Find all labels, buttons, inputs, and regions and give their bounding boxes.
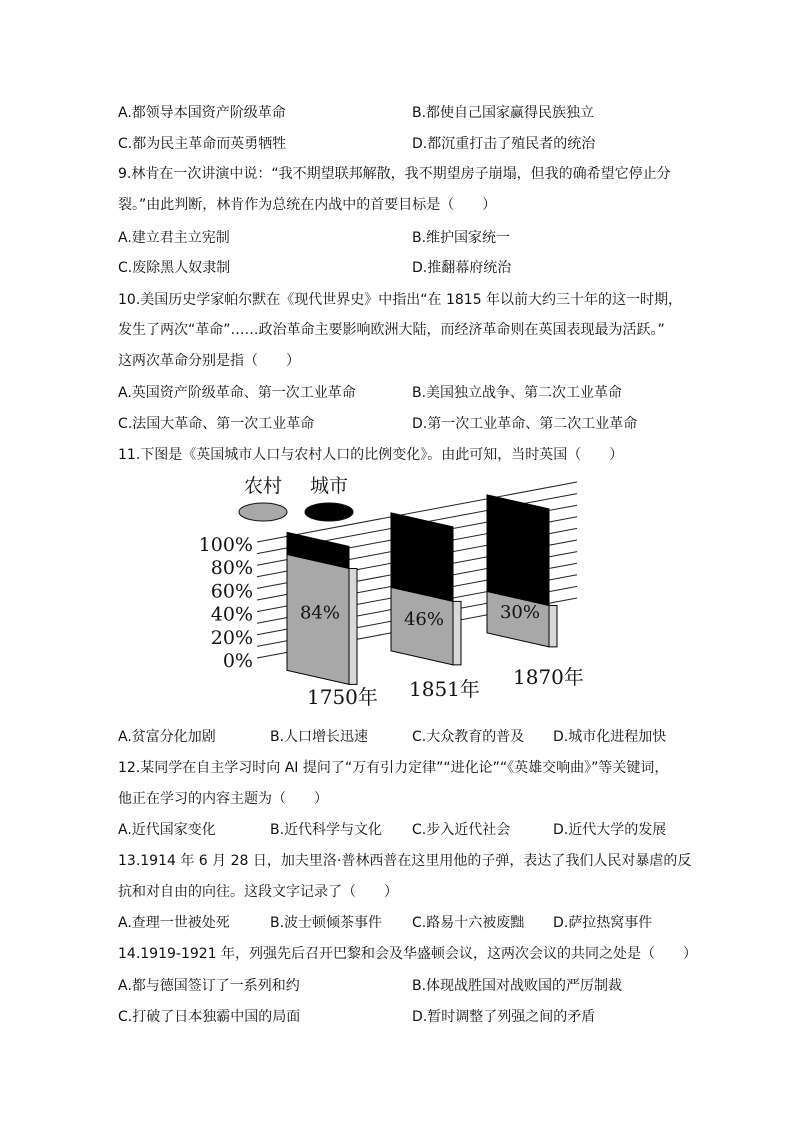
q11-option-d: D.城市化进程加快 xyxy=(553,729,667,745)
q12-stem-line-2: 他正在学习的内容主题为（ ） xyxy=(118,791,328,807)
q13-option-b: B.波士顿倾茶事件 xyxy=(270,915,383,931)
data-label: 46% xyxy=(403,609,445,631)
q9-option-c: C.废除黑人奴隶制 xyxy=(118,260,231,276)
q8-option-c: C.都为民主革命而英勇牺牲 xyxy=(118,136,287,152)
q10-stem-line-1: 10.美国历史学家帕尔默在《现代世界史》中指出“在 1815 年以前大约三十年的这一时期， xyxy=(118,292,683,308)
q14-option-d: D.暂时调整了列强之间的矛盾 xyxy=(412,1009,596,1025)
population-ratio-chart xyxy=(195,470,595,720)
q11-stem: 11.下图是《英国城市人口与农村人口的比例变化》。由此可知，当时英国（ ） xyxy=(118,447,624,463)
q14-stem: 14.1919-1921 年，列强先后召开巴黎和会及华盛顿会议，这两次会议的共同之处是（ ） xyxy=(118,946,698,962)
legend-label: 城市 xyxy=(309,475,349,497)
q11-option-a: A.贫富分化加剧 xyxy=(118,729,216,745)
chart-y-axis xyxy=(199,534,253,672)
q9-stem-line-1: 9.林肯在一次讲演中说：“我不期望联邦解散，我不期望房子崩塌，但我的确希望它停止分 xyxy=(118,166,671,182)
data-label: 84% xyxy=(299,602,341,624)
bar-side xyxy=(453,601,461,664)
q8-option-a: A.都领导本国资产阶级革命 xyxy=(118,105,286,121)
y-tick-label: 40% xyxy=(210,603,253,626)
q12-option-c: C.步入近代社会 xyxy=(412,822,511,838)
y-tick-label: 60% xyxy=(210,580,253,603)
q10-option-c: C.法国大革命、第一次工业革命 xyxy=(118,416,315,432)
x-tick-label: 1851年 xyxy=(409,677,480,701)
q9-option-d: D.推翻幕府统治 xyxy=(412,260,512,276)
q12-option-b: B.近代科学与文化 xyxy=(270,822,383,838)
q13-stem-line-2: 抗和对自由的向往。这段文字记录了（ ） xyxy=(118,884,398,900)
q9-option-a: A.建立君主立宪制 xyxy=(118,230,230,246)
y-tick-label: 100% xyxy=(198,534,253,556)
q11-option-b: B.人口增长迅速 xyxy=(270,729,369,745)
q13-option-c: C.路易十六被废黜 xyxy=(412,915,525,931)
y-tick-label: 0% xyxy=(222,650,253,672)
q13-stem-line-1: 13.1914 年 6 月 28 日，加夫里洛·普林西普在这里用他的子弹，表达了我们人民对暴虐的反 xyxy=(118,853,692,869)
q10-option-a: A.英国资产阶级革命、第一次工业革命 xyxy=(118,385,356,401)
y-tick-label: 20% xyxy=(210,626,253,649)
q9-option-b: B.维护国家统一 xyxy=(412,230,511,246)
q14-option-b: B.体现战胜国对战败国的严厉制裁 xyxy=(412,978,623,994)
q10-stem-line-3: 这两次革命分别是指（ ） xyxy=(118,353,300,369)
q9-stem-line-2: 裂。”由此判断，林肯作为总统在内战中的首要目标是（ ） xyxy=(118,197,497,213)
legend-swatch xyxy=(305,503,353,521)
q12-option-d: D.近代大学的发展 xyxy=(553,822,667,838)
legend-swatch xyxy=(239,503,287,521)
q12-stem-line-1: 12.某同学在自主学习时向 AI 提问了“万有引力定律”“进化论”“《英雄交响曲》”等关键词， xyxy=(118,760,669,776)
q10-stem-line-2: 发生了两次“革命”……政治革命主要影响欧洲大陆，而经济革命则在英国表现最为活跃。” xyxy=(118,322,665,338)
q13-option-d: D.萨拉热窝事件 xyxy=(553,915,653,931)
legend-label: 农村 xyxy=(243,475,283,497)
bar-side xyxy=(549,605,557,646)
q8-option-d: D.都沉重打击了殖民者的统治 xyxy=(412,136,596,152)
x-tick-label: 1750年 xyxy=(307,685,378,709)
q13-option-a: A.查理一世被处死 xyxy=(118,915,230,931)
q14-option-c: C.打破了日本独霸中国的局面 xyxy=(118,1009,301,1025)
x-tick-label: 1870年 xyxy=(513,665,584,689)
q11-option-c: C.大众教育的普及 xyxy=(412,729,525,745)
chart-legend xyxy=(239,475,353,521)
chart-bars xyxy=(287,495,557,685)
bar-segment-urban xyxy=(391,513,453,602)
y-tick-label: 80% xyxy=(210,557,253,580)
q10-option-b: B.美国独立战争、第二次工业革命 xyxy=(412,385,623,401)
q14-option-a: A.都与德国签订了一系列和约 xyxy=(118,978,300,994)
bar-side xyxy=(349,568,357,684)
data-label: 30% xyxy=(499,602,541,624)
bar-segment-urban xyxy=(487,495,549,606)
q10-option-d: D.第一次工业革命、第二次工业革命 xyxy=(412,416,638,432)
q12-option-a: A.近代国家变化 xyxy=(118,822,216,838)
q8-option-b: B.都使自己国家赢得民族独立 xyxy=(412,105,595,121)
